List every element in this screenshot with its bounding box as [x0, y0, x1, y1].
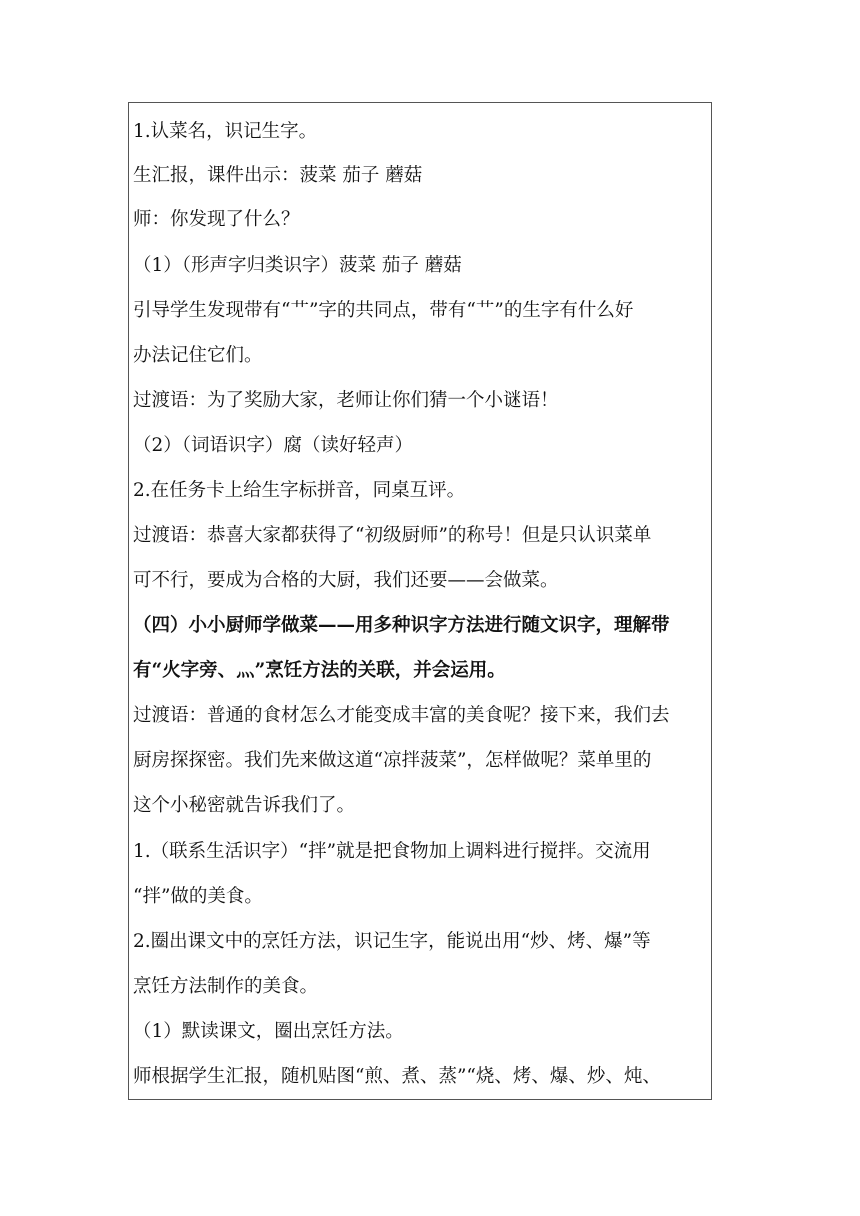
text-line-11: 可不行，要成为合格的大厨，我们还要——会做菜。	[133, 570, 559, 591]
text-line-22: 师根据学生汇报，随机贴图“煎、煮、蒸”“烧、烤、爆、炒、炖、	[133, 1066, 661, 1087]
text-line-6: 办法记住它们。	[133, 345, 263, 366]
text-line-21: （1）默读课文，圈出烹饪方法。	[133, 1021, 404, 1042]
text-line-4: （1）（形声字归类识字）菠菜 茄子 蘑菇	[133, 255, 462, 276]
document-content-box	[128, 102, 712, 1100]
text-line-20: 烹饪方法制作的美食。	[133, 976, 319, 997]
text-line-10: 过渡语：恭喜大家都获得了“初级厨师”的称号！但是只认识菜单	[133, 525, 652, 546]
text-line-8: （2）（词语识字）腐（读好轻声）	[133, 435, 414, 456]
section-heading-line-2: 有“火字旁、灬”烹饪方法的关联，并会运用。	[133, 660, 506, 681]
text-line-2: 生汇报，课件出示：菠菜 茄子 蘑菇	[133, 165, 423, 186]
text-line-16: 这个小秘密就告诉我们了。	[133, 795, 356, 816]
text-line-3: 师：你发现了什么？	[133, 209, 300, 230]
text-line-19: 2.圈出课文中的烹饪方法，识记生字，能说出用“炒、烤、爆”等	[133, 931, 651, 952]
section-heading-line-1: （四）小小厨师学做菜——用多种识字方法进行随文识字，理解带	[133, 615, 670, 636]
text-line-1: 1.认菜名，识记生字。	[133, 121, 318, 142]
text-line-18: “拌”做的美食。	[133, 886, 263, 907]
text-line-15: 厨房探探密。我们先来做这道“凉拌菠菜”，怎样做呢？菜单里的	[133, 750, 652, 771]
text-line-14: 过渡语：普通的食材怎么才能变成丰富的美食呢？接下来，我们去	[133, 705, 670, 726]
text-line-7: 过渡语：为了奖励大家，老师让你们猜一个小谜语！	[133, 390, 559, 411]
text-line-5: 引导学生发现带有“艹”字的共同点，带有“艹”的生字有什么好	[133, 300, 634, 321]
text-line-9: 2.在任务卡上给生字标拼音，同桌互评。	[133, 480, 466, 501]
text-line-17: 1.（联系生活识字）“拌”就是把食物加上调料进行搅拌。交流用	[133, 841, 651, 862]
